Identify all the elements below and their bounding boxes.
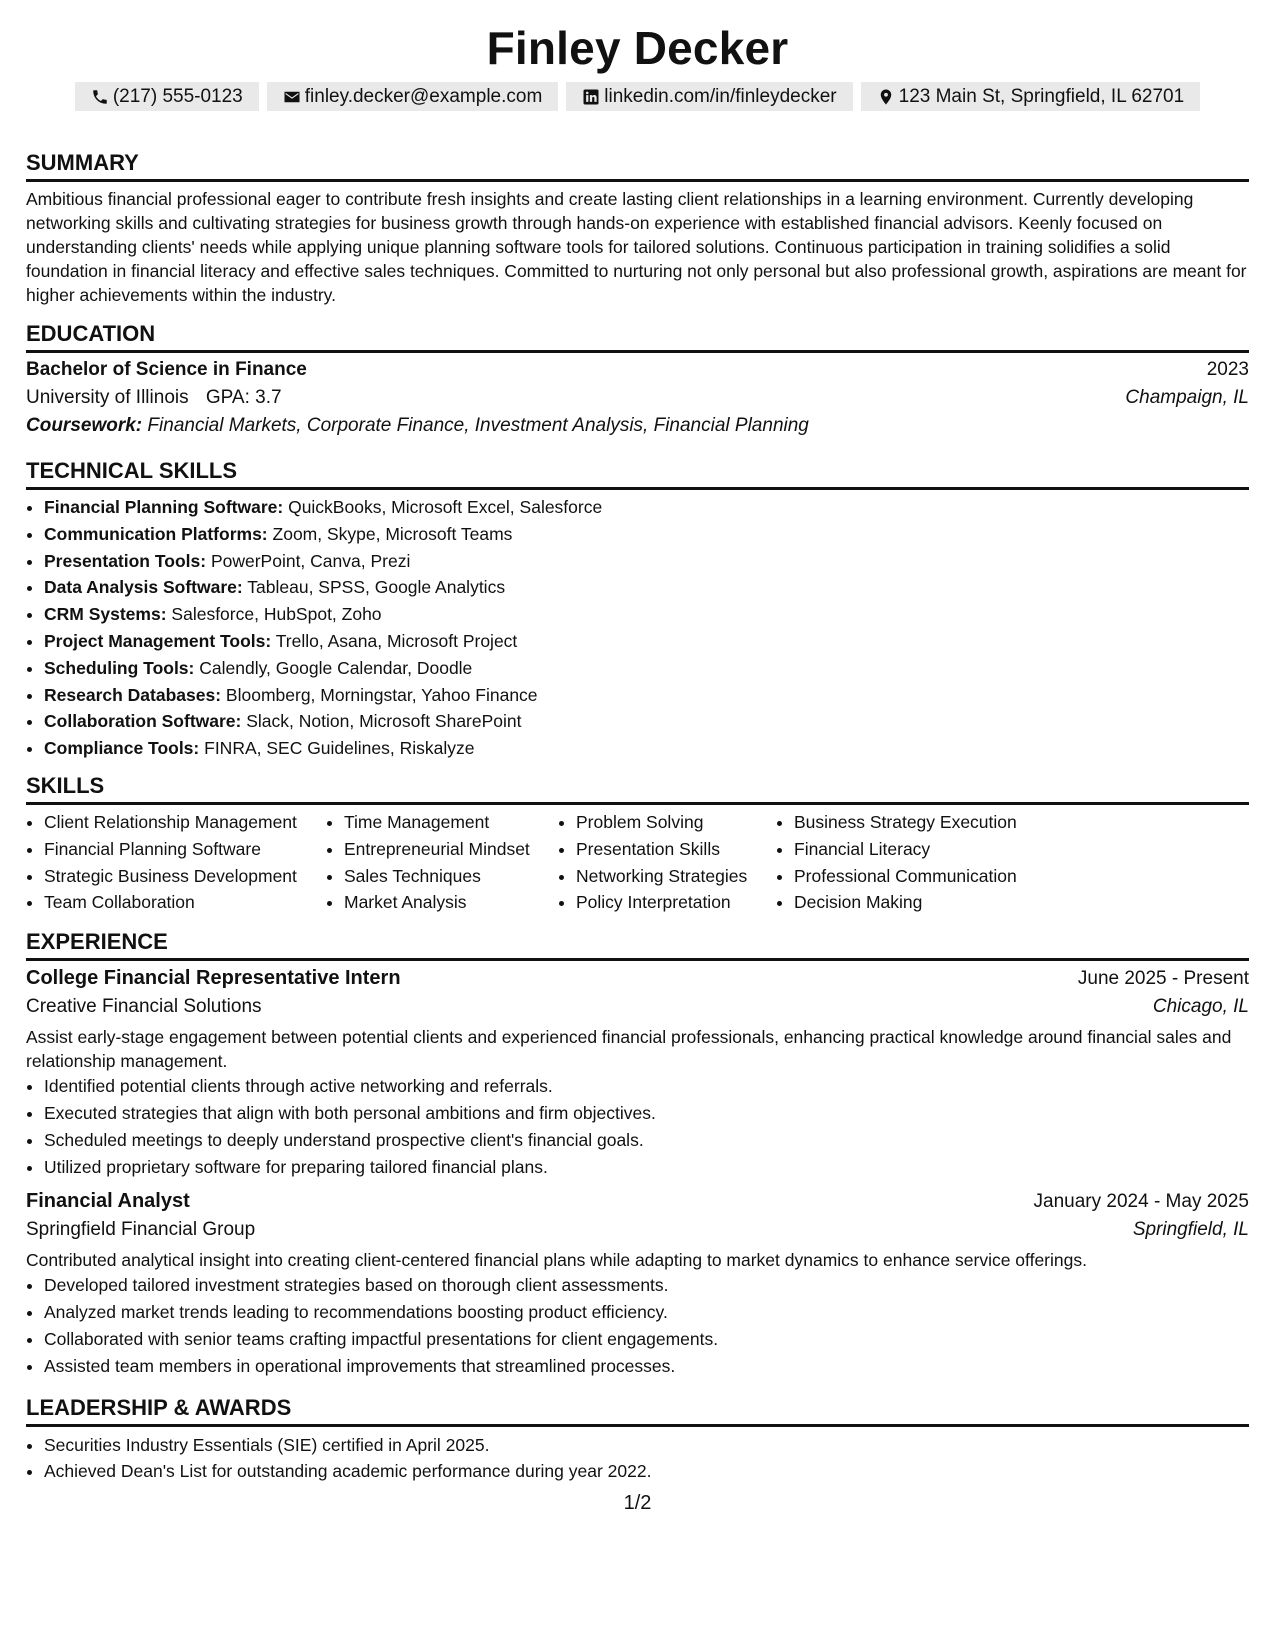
- section-title: SKILLS: [26, 772, 1249, 805]
- skills-grid: [26, 809, 1249, 916]
- list-item: • Executed strategies that align with both personal ambitions and firm objectives.: [44, 1100, 1249, 1127]
- graduation-year: 2023: [1206, 359, 1249, 380]
- phone-text: (217) 555-0123: [112, 85, 243, 107]
- list-item: [44, 628, 1249, 655]
- list-item: • Market Analysis: [344, 889, 558, 916]
- list-item: • Achieved Dean's List for outstanding academic performance during year 2022.: [44, 1458, 1249, 1485]
- job-entry: [26, 967, 1249, 1180]
- skills-section: [26, 772, 1249, 916]
- job-bullets: [26, 1073, 1249, 1180]
- skill-values: Slack, Notion, Microsoft SharePoint: [246, 711, 522, 732]
- job-description: Contributed analytical insight into creating client-centered financial plans while adapting to market dynamics to enhance service offerings.: [26, 1250, 1087, 1271]
- skill-values: Salesforce, HubSpot, Zoho: [171, 604, 382, 625]
- map-pin-icon: [877, 88, 895, 106]
- job-role: College Financial Representative Intern: [26, 967, 401, 990]
- email-text: finley.decker@example.com: [304, 85, 543, 107]
- skills-column: [776, 809, 1054, 916]
- list-item: • Identified potential clients through active networking and referrals.: [44, 1073, 1249, 1100]
- skill-values: PowerPoint, Canva, Prezi: [210, 550, 411, 571]
- list-item: [44, 682, 1249, 709]
- list-item: • Utilized proprietary software for preparing tailored financial plans.: [44, 1154, 1249, 1181]
- list-item: • Professional Communication: [794, 863, 1054, 890]
- skill-values: Calendly, Google Calendar, Doodle: [199, 657, 473, 678]
- section-title: TECHNICAL SKILLS: [26, 457, 1249, 490]
- job-subheader: [26, 1219, 1249, 1241]
- skill-category: Compliance Tools:: [44, 738, 200, 759]
- list-item: • Presentation Skills: [576, 836, 776, 863]
- list-item: • Time Management: [344, 809, 558, 836]
- education-row: [26, 359, 1249, 381]
- list-item: [44, 521, 1249, 548]
- leadership-section: [26, 1394, 1249, 1486]
- contact-address[interactable]: [861, 82, 1201, 111]
- skill-category: Collaboration Software:: [44, 711, 242, 732]
- job-role: Financial Analyst: [26, 1190, 190, 1213]
- skill-category: Communication Platforms:: [44, 523, 268, 544]
- job-company: Creative Financial Solutions: [26, 996, 262, 1018]
- list-item: • Team Collaboration: [44, 889, 326, 916]
- job-bullets: [26, 1272, 1249, 1379]
- list-item: [44, 548, 1249, 575]
- list-item: • Client Relationship Management: [44, 809, 326, 836]
- section-title: LEADERSHIP & AWARDS: [26, 1394, 1249, 1427]
- list-item: • Assisted team members in operational improvements that streamlined processes.: [44, 1353, 1249, 1380]
- list-item: [44, 601, 1249, 628]
- skill-category: Scheduling Tools:: [44, 657, 195, 678]
- school-name: University of Illinois: [26, 387, 189, 408]
- job-description: Assist early-stage engagement between potential clients and experienced financial professionals, enhancing practical knowledge around financial sales and relationship management.: [26, 1027, 1232, 1072]
- degree: Bachelor of Science in Finance: [26, 359, 307, 380]
- skill-values: FINRA, SEC Guidelines, Riskalyze: [204, 738, 475, 759]
- list-item: • Collaborated with senior teams crafting impactful presentations for client engagements.: [44, 1326, 1249, 1353]
- skills-column: [558, 809, 776, 916]
- gpa: GPA: 3.7: [205, 387, 282, 408]
- leadership-list: [26, 1432, 1249, 1486]
- skill-category: Data Analysis Software:: [44, 577, 243, 598]
- list-item: • Strategic Business Development: [44, 863, 326, 890]
- list-item: • Financial Literacy: [794, 836, 1054, 863]
- phone-icon: [91, 88, 109, 106]
- section-title: EDUCATION: [26, 320, 1249, 353]
- skill-values: Trello, Asana, Microsoft Project: [275, 630, 518, 651]
- job-company: Springfield Financial Group: [26, 1219, 256, 1241]
- coursework-list: Financial Markets, Corporate Finance, Investment Analysis, Financial Planning: [147, 415, 809, 436]
- summary-section: [26, 149, 1249, 307]
- list-item: • Financial Planning Software: [44, 836, 326, 863]
- list-item: • Analyzed market trends leading to recommendations boosting product efficiency.: [44, 1299, 1249, 1326]
- school-info: [26, 387, 282, 409]
- skills-column: [26, 809, 326, 916]
- skill-category: Project Management Tools:: [44, 630, 272, 651]
- list-item: [44, 708, 1249, 735]
- list-item: • Securities Industry Essentials (SIE) certified in April 2025.: [44, 1432, 1249, 1459]
- skill-values: Zoom, Skype, Microsoft Teams: [272, 523, 513, 544]
- list-item: • Networking Strategies: [576, 863, 776, 890]
- skill-category: Research Databases:: [44, 684, 222, 705]
- school-row: [26, 387, 1249, 409]
- linkedin-icon: [582, 88, 600, 106]
- summary-text: Ambitious financial professional eager to contribute fresh insights and create lasting client relationships in a learning environment. Currently developing networking skills and cultivating strategies for business growth through hands-on experience with established financial advisors. Keenly focused on understanding clients' needs while applying unique planning software tools for tailored solutions. Continuous participation in training solidifies a solid foundation in financial literacy and effective sales techniques. Committed to nurturing not only personal but also professional growth, aspirations are meant for higher achievements within the industry.: [26, 189, 1247, 305]
- list-item: • Entrepreneurial Mindset: [344, 836, 558, 863]
- list-item: • Sales Techniques: [344, 863, 558, 890]
- job-entry: [26, 1190, 1249, 1379]
- envelope-icon: [283, 88, 301, 106]
- job-header: [26, 967, 1249, 990]
- experience-section: [26, 928, 1249, 1379]
- contact-linkedin[interactable]: [566, 82, 852, 111]
- job-header: [26, 1190, 1249, 1213]
- section-title: SUMMARY: [26, 149, 1249, 182]
- page-number: 1/2: [623, 1492, 652, 1514]
- list-item: [44, 735, 1249, 762]
- contact-email[interactable]: [267, 82, 559, 111]
- skill-category: CRM Systems:: [44, 604, 167, 625]
- job-location: Springfield, IL: [1132, 1219, 1249, 1241]
- list-item: • Developed tailored investment strategies based on thorough client assessments.: [44, 1272, 1249, 1299]
- list-item: • Scheduled meetings to deeply understand prospective client's financial goals.: [44, 1127, 1249, 1154]
- skills-column: [326, 809, 558, 916]
- list-item: • Policy Interpretation: [576, 889, 776, 916]
- technical-skills-list: [26, 494, 1249, 762]
- job-dates: January 2024 - May 2025: [1033, 1191, 1249, 1213]
- contact-phone[interactable]: [75, 82, 259, 111]
- list-item: [44, 574, 1249, 601]
- coursework: [26, 415, 1249, 437]
- skill-values: Tableau, SPSS, Google Analytics: [247, 577, 506, 598]
- list-item: • Problem Solving: [576, 809, 776, 836]
- school-location: Champaign, IL: [1125, 387, 1249, 408]
- section-title: EXPERIENCE: [26, 928, 1249, 961]
- candidate-name: Finley Decker: [486, 22, 789, 74]
- education-section: [26, 320, 1249, 437]
- skill-values: Bloomberg, Morningstar, Yahoo Finance: [225, 684, 538, 705]
- resume-page: [26, 0, 1249, 1485]
- list-item: • Decision Making: [794, 889, 1054, 916]
- skill-values: QuickBooks, Microsoft Excel, Salesforce: [288, 497, 603, 517]
- linkedin-text: linkedin.com/in/finleydecker: [604, 85, 837, 107]
- job-dates: June 2025 - Present: [1077, 968, 1249, 990]
- job-location: Chicago, IL: [1152, 996, 1249, 1018]
- technical-skills-section: [26, 457, 1249, 762]
- skill-category: Financial Planning Software:: [44, 497, 284, 517]
- contact-bar: [26, 82, 1249, 111]
- address-text: 123 Main St, Springfield, IL 62701: [898, 85, 1185, 107]
- list-item: [44, 655, 1249, 682]
- skill-category: Presentation Tools:: [44, 550, 207, 571]
- coursework-label: Coursework:: [26, 415, 143, 436]
- list-item: [44, 494, 1249, 521]
- list-item: • Business Strategy Execution: [794, 809, 1054, 836]
- job-subheader: [26, 996, 1249, 1018]
